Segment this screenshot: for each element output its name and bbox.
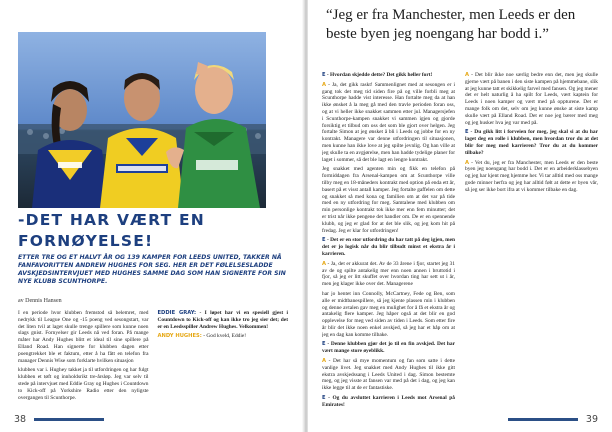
interview-line xyxy=(465,72,598,126)
article-headline: -DET HAR VÆRT EN FORNØYELSE! xyxy=(18,211,205,250)
interview-line xyxy=(322,261,455,288)
interview-line xyxy=(322,72,455,79)
speaker-label: A xyxy=(465,159,470,166)
interview-text: - Ja, det gikk raskt! Sammenlignet med at sesongen er i gang tok det meg tid siden fire på og ville forbli meg at Scunthorpe hadde vist interesse. Han fortalte meg da at han ikke ønsket å la meg gå med den travle perioden foran oss, og at vi heller ikke snakket sammen etter jul. Managersjefen i Scunthorpe-kampen snakket vi sammen igjen og gjorde forsiktig et tilbud om oss det som ble gjort over helgen. Jeg fortalte Simon at jeg ønsket å bli i Leeds og jobbe for en ny kontrakt. Managere var denne utfordringen til situasjonen, men kunne han ikke love at jeg spilte jevnlig. Og han ville at jeg skulle ta en avgjørelse, men han hadde tydelige planer for laget i sommer, så det ble lagt en lengre kontrakt. xyxy=(322,81,455,163)
speaker-label: E xyxy=(322,237,326,244)
article-intro: ETTER TRE OG ET HALVT ÅR OG 139 KAMPER FOR LEEDS UNITED, TAKKER NÅ FANFAVORITTEN ANDREW HUGHES FOR SEG. HER ER DET FØLELSESLADDE AVSKJEDSINTERVJUET MED HUGHES SAMME DAG SOM HAN SIGNERTE FOR SIN NYE KLUBB SCUNTHORPE. xyxy=(18,254,286,285)
speaker-label: A xyxy=(465,72,470,78)
interview-line xyxy=(322,82,455,164)
left-body-columns xyxy=(18,310,288,402)
speaker-label: A xyxy=(322,260,327,267)
page-number: 38 xyxy=(14,414,27,425)
folio-rule xyxy=(34,418,104,421)
interview-text: - Du gikk litt i forveien for meg, jeg skal si at du har laget deg en rolle i klubben, men hvordan tror du at det blir for meg med karrieren? Tror du at du kommer tilbake? xyxy=(465,129,598,156)
interview-text: - Det er en stor utfordring du har tatt på deg igjen, men det er jo logisk når du blir tilbudt minst et ekstra år i karrieren. xyxy=(322,237,455,257)
interview-columns xyxy=(322,72,598,410)
byline: av Dennis Hansen xyxy=(18,298,62,304)
speaker-label: E xyxy=(322,72,326,78)
left-page xyxy=(0,0,304,432)
interview-line xyxy=(322,358,455,392)
speaker-label: E xyxy=(322,341,326,348)
interview-text: - Vet du, jeg er fra Manchester, men Leeds er den beste byen jeg noengang har bodd i. Det er en arbeiderklassebyen og jeg har kjent meg hjemme her. Vi tar alltid med oss mange gode minner herfra og jeg har alltid følt at dette er byen vår, så jeg ser ikke bort ifra at vi kommer tilbake en dag. xyxy=(465,159,598,193)
qa-text: - I løpet har vi en spesiell gjest i Countdown to Kick-off og kan ikke tro jeg sier det; det er en Leedsspiller Andrew Hughes. Velkommen! xyxy=(157,310,288,330)
interview-text: - Hvordan skjedde dette? Det gikk heller fort! xyxy=(326,72,433,78)
speaker-label: EDDIE GRAY: xyxy=(157,310,197,316)
page-number: 39 xyxy=(585,414,598,425)
interview-line xyxy=(322,291,455,339)
qa-text: - God kveld, Eddie! xyxy=(203,333,247,340)
interview-text: - Og du avsluttet karrieren i Leeds mot Arsenal på Emirates! xyxy=(322,395,455,408)
team-photo-illustration xyxy=(18,32,266,208)
speaker-label: A xyxy=(322,358,327,365)
interview-text: Jeg snakket med agenten min og fikk en telefon på formiddagen fra Arsenal-kampen om at Scunthorpe ville tilby meg en 18-måneders kontrakt med option på enda ett år, basert på et visst antall kamper. Jeg fortalte gaffelen om dette og snakket så med kona og familien om at det var på tide med en ny utfordring for meg. Samtalene med klubben om min personlige kontrakt tok ikke mer enn fem minutter; det er trist når ikke pengene det handler om. De er en spennende klubb, og jeg er glad for at det ble slik, og jeg kom hit på fredag. Jeg er klar for utfordringen! xyxy=(322,166,455,234)
folio-rule xyxy=(508,418,578,421)
interview-line xyxy=(465,129,598,156)
interview-text: har jo hentet inn Connolly, McCartney, Fede og Ben, som alle er midtbanespillere, så jeg kjente plassen min i klubben og denne avtalen gav meg en mulighet for å få et ekstra år og antakelig flere kamper. Jeg håper også at det blir en god opplevelse for meg ved siden av tiden i Leeds. Som etter fire år blir det ikke noen enkel avskjed, så jeg har et håp om at jeg en dag kan komme tilbake. xyxy=(322,290,455,338)
interview-line xyxy=(322,395,455,409)
qa-line xyxy=(158,333,289,340)
speaker-label: E xyxy=(322,395,326,402)
interview-text: - Det har så mye momentum og fan som satte i dette vanlige livet. Jeg snakket med Andy Hughes til ikke gitt ekstra avskjedssang i Leeds United i dag. Simon bestemte meg, og jeg visste at fansen var med på det i dag, og jeg kan ikke legge til at de er fantastiske. xyxy=(322,358,455,392)
right-page xyxy=(308,0,612,432)
interview-text: - Ja, det er akkurat det. Av de 33 årene i fjor, startet jeg 31 av de og spilte antakelig mer enn noen annen i bruttotid i fjor, så jeg er litt skuffet over hvordan ting har sett ut i år, men jeg klager ikke over det. Managerene xyxy=(322,260,455,288)
speaker-label: ANDY HUGHES: xyxy=(157,333,202,340)
body-paragraph: klubben var i. Hughey takket ja til utfordringen og har fulgt klubben et tøft og innholdsrikt tre-årsløp. Jeg var selv til stede på intervjuet med Eddie Gray og Hughes i Countdown to Kick-off på Yorkshire Radio etter den nyligste overgangen til Scunthorpe. xyxy=(18,367,149,401)
interview-line xyxy=(322,166,455,234)
pull-quote: “Jeg er fra Manchester, men Leeds er den beste byen jeg noengang har bodd i.” xyxy=(326,7,576,42)
interview-line xyxy=(322,341,455,355)
body-paragraph: I en periode hvor klubben fremstod så belemret, med nedrykk til League One og -15 poeng ved sesongstart, var det liten tvil at laget skulle trenge spillere som kunne noen slags gnist. Fornyelser gir Leeds nå ved foran. På mange måter har Andy Hughes blitt et ideal til sine spillere på Elland Road. Han signerte for klubben dagen etter poengtrekket ble et faktum, etter å ha fått en telefon fra manager Dennis Wise som forklarte hvilken situasjon xyxy=(18,310,149,364)
interview-line xyxy=(465,160,598,194)
team-photo xyxy=(18,32,266,208)
interview-text: - Det blir ikke noe særlig bedre enn det, men jeg skulle gjerne vært på banen i den siste kampen på hjemmebane, slik at jeg kunne tatt et skikkelig farvel med fansen. Og jeg mener det er helt naturlig å ha spilt for Leeds, vært kaptein for Leeds i noen kamper og vært med på oppturene. Det er mange folk om det, selv om jeg kunne ønske at siste kamp skulle vært på Elland Road. Det er noe jeg bærer med meg og jeg husker hva jeg var med på. xyxy=(465,72,598,126)
speaker-label: A xyxy=(322,81,327,88)
speaker-label: E xyxy=(465,129,469,136)
qa-line xyxy=(158,310,289,330)
interview-line xyxy=(322,237,455,257)
interview-text: - Denne klubben gjør det jo til en fin avskjed. Det har vært mange store øyeblikk. xyxy=(322,341,455,355)
